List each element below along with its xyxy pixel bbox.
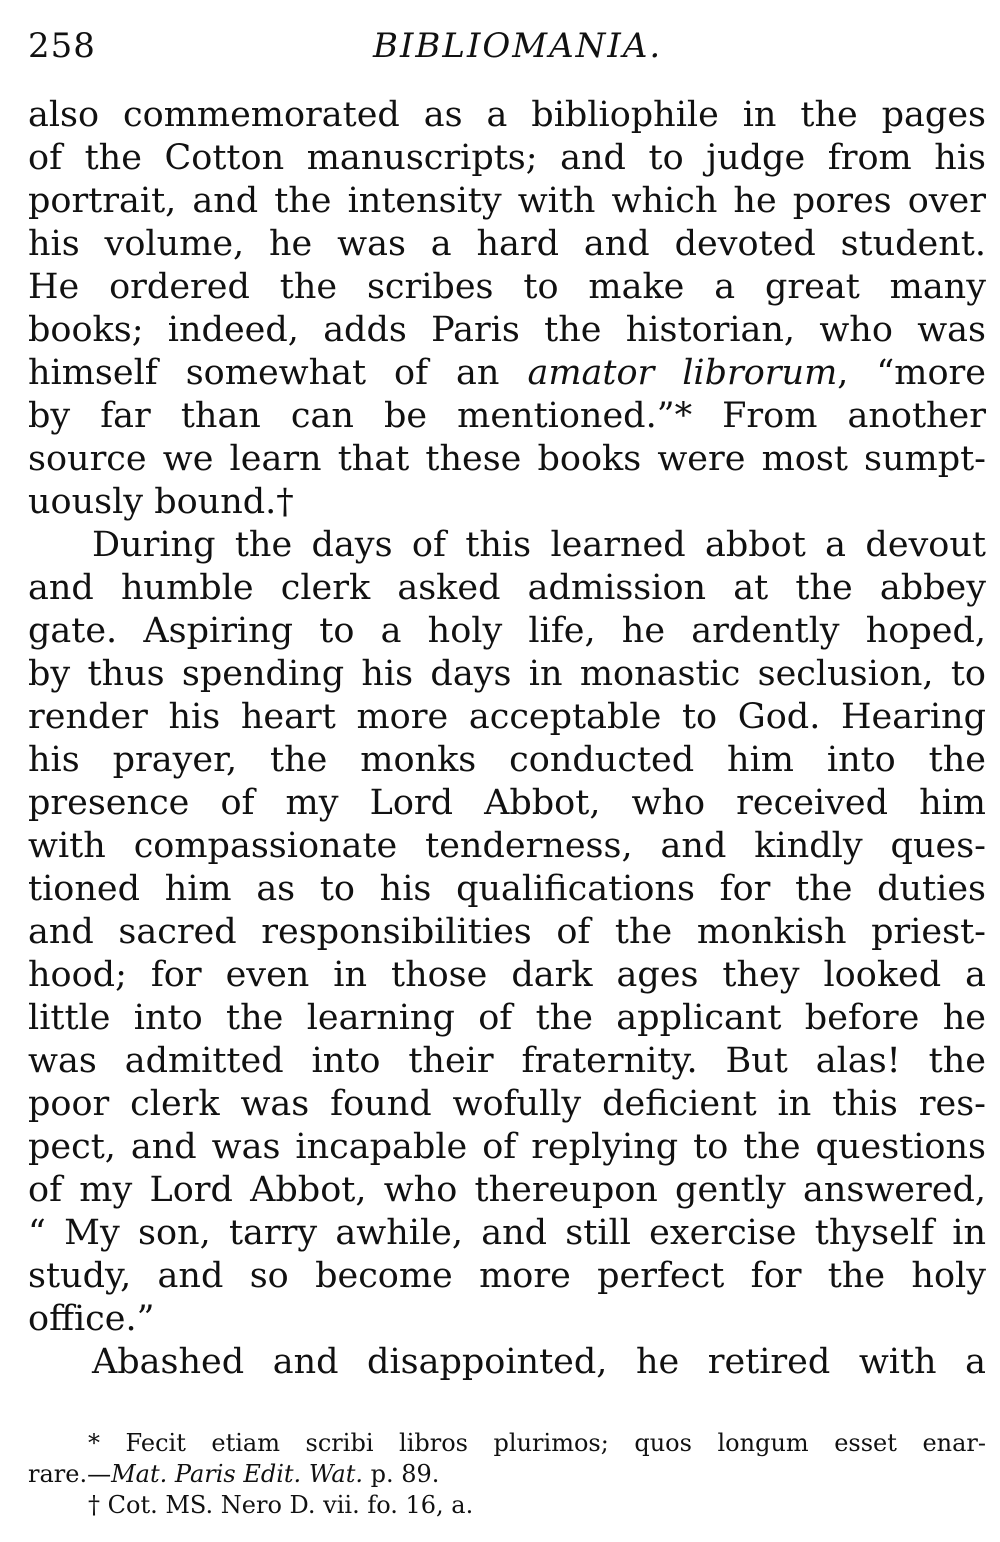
text-segment: , “more — [837, 353, 986, 393]
footnote-text: rare.— — [28, 1460, 112, 1488]
text-line: gate. Aspiring to a holy life, he ardently hoped, — [28, 611, 986, 651]
text-line: by thus spending his days in monastic seclusion, to — [28, 654, 986, 694]
footnote-2: † Cot. MS. Nero D. vii. fo. 16, a. — [88, 1491, 474, 1519]
text-line: also commemorated as a bibliophile in the pages — [28, 95, 986, 135]
text-line: with compassionate tenderness, and kindly ques- — [28, 826, 986, 866]
text-line: render his heart more acceptable to God. Hearing — [28, 697, 986, 737]
page-number: 258 — [28, 26, 96, 66]
text-line — [28, 352, 986, 395]
text-line: office.” — [28, 1299, 155, 1339]
paragraph-start-line: During the days of this learned abbot a devout — [92, 525, 986, 565]
body-text — [28, 94, 986, 1384]
page-header — [28, 24, 688, 74]
text-line: presence of my Lord Abbot, who received him — [28, 783, 986, 823]
footnote-1-line-2 — [28, 1459, 986, 1490]
footnote-text: p. 89. — [362, 1460, 440, 1488]
text-line: and sacred responsibilities of the monkish priest- — [28, 912, 986, 952]
paragraph-start-line: Abashed and disappointed, he retired with a — [92, 1342, 986, 1382]
italic-phrase: amator librorum — [527, 353, 838, 393]
text-line: tioned him as to his qualifications for the duties — [28, 869, 986, 909]
text-line: of my Lord Abbot, who thereupon gently answered, — [28, 1170, 986, 1210]
text-line: uously bound.† — [28, 482, 294, 522]
text-line: little into the learning of the applicant before he — [28, 998, 986, 1038]
text-line: pect, and was incapable of replying to the questions — [28, 1127, 986, 1167]
text-line: source we learn that these books were most sumpt- — [28, 439, 986, 479]
text-line: “ My son, tarry awhile, and still exercise thyself in — [28, 1213, 986, 1253]
text-line: books; indeed, adds Paris the historian, who was — [28, 310, 986, 350]
text-segment: himself somewhat of an — [28, 353, 500, 393]
text-line: poor clerk was found wofully deficient in this res- — [28, 1084, 986, 1124]
text-line: by far than can be mentioned.”* From another — [28, 396, 986, 436]
text-line: his volume, he was a hard and devoted student. — [28, 224, 986, 264]
text-line: his prayer, the monks conducted him into the — [28, 740, 986, 780]
footnote-source: Mat. Paris Edit. Wat. — [111, 1460, 363, 1488]
text-line: was admitted into their fraternity. But alas! the — [28, 1041, 986, 1081]
text-line: study, and so become more perfect for the holy — [28, 1256, 986, 1296]
text-line: and humble clerk asked admission at the abbey — [28, 568, 986, 608]
text-line: He ordered the scribes to make a great many — [28, 267, 986, 307]
text-line: portrait, and the intensity with which he pores over — [28, 181, 986, 221]
text-line: hood; for even in those dark ages they looked a — [28, 955, 986, 995]
text-line: of the Cotton manuscripts; and to judge from his — [28, 138, 986, 178]
running-title: BIBLIOMANIA. — [373, 26, 663, 66]
footnote-1-line-1: * Fecit etiam scribi libros plurimos; quos longum esset enar- — [88, 1429, 986, 1457]
footnotes — [28, 1428, 986, 1521]
